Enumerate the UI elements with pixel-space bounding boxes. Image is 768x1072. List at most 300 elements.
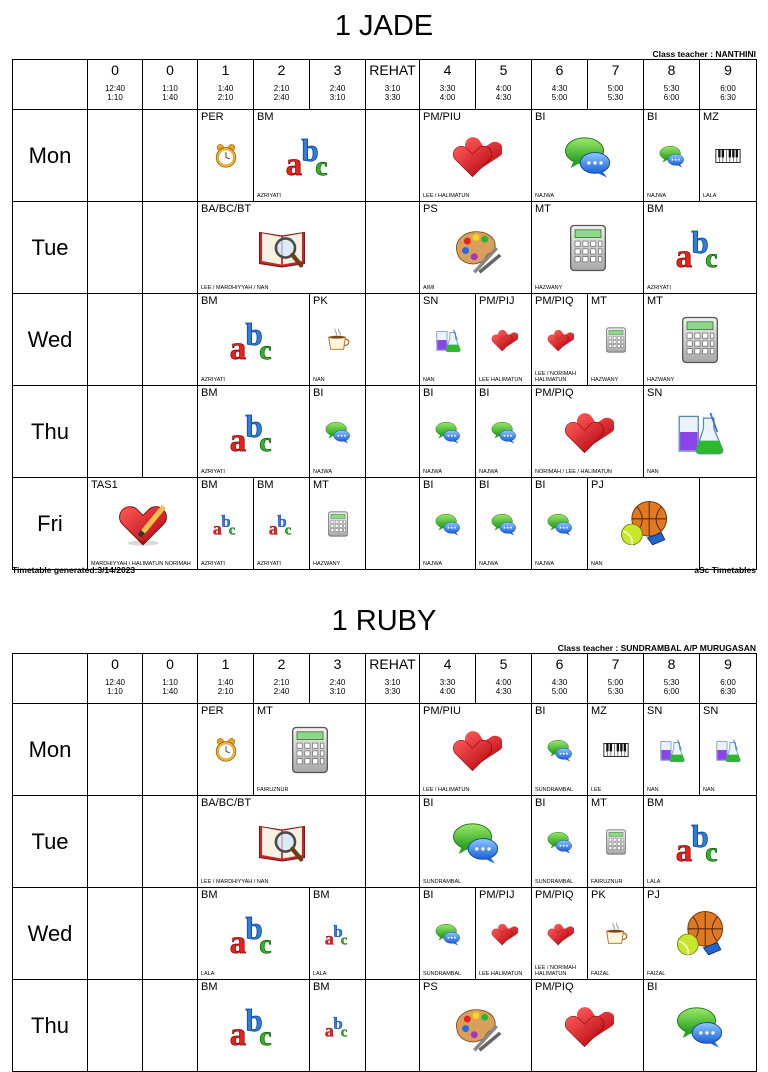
period-end: 4:00: [439, 687, 456, 696]
svg-text:a: a: [212, 517, 222, 538]
period-end: 2:10: [217, 687, 234, 696]
lesson-cell[interactable]: [532, 478, 588, 570]
chat-bubbles-icon: [546, 828, 574, 856]
teacher-name: HAZWANY: [313, 561, 341, 567]
period-end: 1:10: [107, 687, 123, 696]
lesson-cell[interactable]: [310, 980, 366, 1072]
subject-code: BM: [647, 203, 664, 215]
calculator-icon: [602, 326, 630, 354]
lesson-cell[interactable]: [588, 704, 644, 796]
period-header: [254, 654, 310, 704]
lesson-cell[interactable]: [644, 386, 757, 478]
period-start: 3:30: [439, 678, 456, 687]
sports-balls-icon: [674, 908, 726, 960]
day-row: [13, 294, 757, 386]
period-header-row: [13, 60, 757, 110]
lesson-cell[interactable]: [88, 478, 198, 570]
period-header: [420, 60, 476, 110]
subject-code: BM: [647, 797, 664, 809]
teacher-name: NAN: [647, 469, 659, 475]
period-number: 1: [221, 62, 230, 78]
lesson-cell[interactable]: [532, 796, 588, 888]
period-time: [700, 84, 756, 102]
period-header: [198, 60, 254, 110]
svg-text:b: b: [691, 224, 709, 260]
class-teacher: Class teacher : SUNDRAMBAL A/P MURUGASAN: [557, 643, 756, 653]
lesson-cell[interactable]: [420, 294, 476, 386]
day-row: [13, 478, 757, 570]
period-start: 1:40: [217, 678, 234, 687]
period-end: 4:30: [495, 93, 512, 102]
lesson-cell[interactable]: [644, 294, 757, 386]
empty-cell: [143, 888, 198, 980]
lesson-cell[interactable]: [420, 888, 476, 980]
period-time: [532, 678, 587, 696]
period-number: REHAT: [369, 62, 416, 78]
lesson-cell[interactable]: [198, 110, 254, 202]
svg-text:c: c: [258, 425, 272, 457]
lesson-cell[interactable]: [198, 294, 310, 386]
subject-code: BM: [313, 889, 330, 901]
lesson-cell[interactable]: [198, 888, 310, 980]
period-time: [88, 84, 142, 102]
period-end: 5:00: [551, 93, 568, 102]
lesson-cell[interactable]: [588, 478, 700, 570]
day-label: Mon: [13, 110, 88, 202]
subject-code: PJ: [647, 889, 660, 901]
teacher-name: AZRIYATI: [201, 561, 225, 567]
period-number: 9: [724, 656, 732, 672]
chat-bubbles-icon: [546, 510, 574, 538]
teacher-name: NAN: [647, 787, 659, 793]
teacher-name: NAJWA: [423, 561, 443, 567]
class-title: 1 RUBY: [331, 605, 437, 637]
period-header: [700, 60, 757, 110]
subject-code: BM: [201, 981, 218, 993]
teacher-name: FAIRUZNUR: [591, 879, 623, 885]
period-time: [254, 678, 309, 696]
subject-code: BI: [423, 797, 434, 809]
teacher-name: NAJWA: [535, 561, 555, 567]
empty-cell: [700, 478, 757, 570]
empty-cell: [366, 478, 420, 570]
period-number: 9: [724, 62, 732, 78]
period-header: [254, 60, 310, 110]
lesson-cell[interactable]: [644, 980, 757, 1072]
period-end: 5:30: [607, 93, 624, 102]
period-number: 2: [277, 62, 286, 78]
subject-code: PS: [423, 203, 438, 215]
lesson-cell[interactable]: [420, 386, 476, 478]
teacher-name: SUNDRAMBAL: [535, 879, 574, 885]
lesson-cell[interactable]: [420, 202, 532, 294]
calculator-icon: [602, 828, 630, 856]
day-row: [13, 888, 757, 980]
period-end: 3:10: [329, 93, 346, 102]
empty-cell: [88, 796, 143, 888]
teacher-name: LALA: [647, 879, 661, 885]
lesson-cell[interactable]: [476, 294, 532, 386]
period-number: REHAT: [369, 656, 416, 672]
period-time: [366, 84, 419, 102]
period-number: 0: [111, 62, 119, 78]
lesson-cell[interactable]: [198, 478, 254, 570]
abc-icon: [284, 130, 336, 182]
teacher-name: LEE / MARDHIYYAH / NAN: [201, 879, 269, 885]
coffee-cup-icon: [602, 920, 630, 948]
period-header: [700, 654, 757, 704]
subject-code: BI: [647, 981, 658, 993]
period-header: [143, 654, 198, 704]
empty-cell: [143, 294, 198, 386]
calculator-icon: [284, 724, 336, 776]
period-number: 2: [277, 656, 286, 672]
subject-code: BI: [423, 387, 434, 399]
subject-code: SN: [647, 705, 663, 717]
subject-code: BM: [257, 111, 274, 123]
lesson-cell[interactable]: [700, 704, 757, 796]
teacher-name: LALA: [313, 971, 327, 977]
subject-code: PM/PIQ: [535, 889, 574, 901]
teacher-name: NAN: [591, 561, 603, 567]
abc-icon: [674, 222, 726, 274]
subject-code: MT: [591, 295, 607, 307]
lesson-cell[interactable]: [644, 202, 757, 294]
teacher-name: SUNDRAMBAL: [423, 879, 462, 885]
svg-text:c: c: [314, 149, 328, 181]
lesson-cell[interactable]: [588, 294, 644, 386]
period-time: [476, 678, 531, 696]
teacher-name: LEE HALIMATUN: [479, 971, 523, 977]
svg-text:c: c: [340, 931, 347, 948]
lesson-cell[interactable]: [310, 888, 366, 980]
teacher-name: NAJWA: [313, 469, 333, 475]
lesson-cell[interactable]: [420, 478, 476, 570]
subject-code: PK: [591, 889, 606, 901]
lesson-cell[interactable]: [420, 796, 532, 888]
hearts-icon: [562, 406, 614, 458]
period-start: 1:10: [162, 678, 178, 687]
period-header: [476, 654, 532, 704]
period-number: 8: [667, 656, 676, 672]
period-time: [198, 678, 253, 696]
period-number: 4: [443, 62, 452, 78]
svg-text:b: b: [244, 408, 263, 444]
period-header: [588, 654, 644, 704]
period-time: [420, 84, 475, 102]
day-row: [13, 386, 757, 478]
empty-cell: [143, 796, 198, 888]
subject-code: BM: [201, 295, 218, 307]
subject-code: MZ: [591, 705, 607, 717]
lesson-cell[interactable]: [644, 888, 757, 980]
lesson-cell[interactable]: [532, 110, 644, 202]
period-time: [198, 84, 253, 102]
svg-text:a: a: [324, 1019, 334, 1040]
period-header: [143, 60, 198, 110]
subject-code: PJ: [591, 479, 604, 491]
period-start: 4:30: [551, 84, 568, 93]
corner-cell: [13, 654, 88, 704]
subject-code: PER: [201, 111, 224, 123]
hearts-icon: [490, 920, 518, 948]
period-time: [644, 678, 699, 696]
period-time: [143, 84, 197, 102]
hearts-icon: [546, 920, 574, 948]
science-beakers-icon: [434, 326, 462, 354]
period-number: 6: [555, 62, 564, 78]
teacher-name: NAN: [423, 377, 435, 383]
lesson-cell[interactable]: [588, 796, 644, 888]
subject-code: PK: [313, 295, 328, 307]
day-label: Thu: [13, 386, 88, 478]
period-start: 2:40: [329, 678, 346, 687]
timetable-grid: [12, 653, 757, 1072]
period-start: 2:10: [273, 678, 290, 687]
period-time: [588, 84, 643, 102]
hearts-icon: [450, 130, 502, 182]
lesson-cell[interactable]: [310, 478, 366, 570]
empty-cell: [88, 980, 143, 1072]
timetable-grid: [12, 59, 757, 570]
lesson-cell[interactable]: [644, 704, 700, 796]
abc-icon: [674, 816, 726, 868]
subject-code: MT: [647, 295, 663, 307]
period-start: 5:30: [663, 84, 680, 93]
svg-text:b: b: [332, 1013, 343, 1033]
lesson-cell[interactable]: [198, 386, 310, 478]
period-start: 3:10: [384, 84, 401, 93]
svg-text:b: b: [276, 511, 287, 531]
paint-palette-icon: [450, 222, 502, 274]
lesson-cell[interactable]: [476, 386, 532, 478]
empty-cell: [366, 796, 420, 888]
period-end: 6:00: [663, 687, 680, 696]
class-title: 1 JADE: [334, 10, 434, 42]
svg-text:b: b: [220, 511, 231, 531]
piano-keys-icon: [714, 142, 742, 170]
period-start: 4:30: [551, 678, 568, 687]
subject-code: MT: [591, 797, 607, 809]
subject-code: BI: [535, 111, 546, 123]
subject-code: PM/PIQ: [535, 295, 574, 307]
day-label: Tue: [13, 202, 88, 294]
lesson-cell[interactable]: [420, 980, 532, 1072]
lesson-cell[interactable]: [254, 110, 366, 202]
book-magnifier-icon: [256, 222, 308, 274]
period-header: [644, 654, 700, 704]
period-number: 7: [611, 656, 620, 672]
subject-code: MT: [257, 705, 273, 717]
svg-text:a: a: [324, 927, 334, 948]
period-header: [198, 654, 254, 704]
lesson-cell[interactable]: [198, 202, 366, 294]
period-end: 1:40: [162, 687, 178, 696]
period-header-row: [13, 654, 757, 704]
teacher-name: LEE / HALIMATUN: [423, 787, 470, 793]
svg-text:c: c: [258, 1019, 272, 1051]
piano-keys-icon: [602, 736, 630, 764]
period-start: 2:40: [329, 84, 346, 93]
subject-code: SN: [703, 705, 719, 717]
calculator-icon: [562, 222, 614, 274]
science-beakers-icon: [674, 406, 726, 458]
lesson-cell[interactable]: [476, 478, 532, 570]
empty-cell: [143, 980, 198, 1072]
teacher-name: SUNDRAMBAL: [535, 787, 574, 793]
empty-cell: [88, 888, 143, 980]
lesson-cell[interactable]: [420, 704, 532, 796]
period-end: 4:30: [495, 687, 512, 696]
empty-cell: [366, 202, 420, 294]
lesson-cell[interactable]: [588, 888, 644, 980]
period-number: 0: [166, 62, 174, 78]
alarm-clock-icon: [212, 736, 240, 764]
period-header: [88, 654, 143, 704]
subject-code: PM/PIQ: [535, 981, 574, 993]
svg-text:a: a: [268, 517, 278, 538]
lesson-cell[interactable]: [254, 704, 366, 796]
teacher-name: HAZWANY: [647, 377, 675, 383]
subject-code: BM: [201, 387, 218, 399]
svg-text:b: b: [244, 1002, 263, 1038]
teacher-name: LEE / NORIMAH HALIMATUN: [535, 371, 576, 383]
empty-cell: [143, 386, 198, 478]
lesson-cell[interactable]: [532, 704, 588, 796]
lesson-cell[interactable]: [532, 386, 644, 478]
lesson-cell[interactable]: [532, 294, 588, 386]
lesson-cell[interactable]: [532, 202, 644, 294]
abc-icon: [228, 314, 280, 366]
svg-text:a: a: [285, 146, 302, 182]
period-time: [366, 678, 419, 696]
period-start: 5:00: [607, 84, 624, 93]
period-start: 6:00: [720, 84, 736, 93]
lesson-cell[interactable]: [532, 980, 644, 1072]
day-row: [13, 796, 757, 888]
hearts-icon: [546, 326, 574, 354]
day-label: Tue: [13, 796, 88, 888]
subject-code: BI: [313, 387, 324, 399]
svg-text:a: a: [675, 832, 693, 868]
calculator-icon: [674, 314, 726, 366]
lesson-cell[interactable]: [532, 888, 588, 980]
period-number: 0: [166, 656, 174, 672]
period-time: [476, 84, 531, 102]
subject-code: BI: [423, 479, 434, 491]
empty-cell: [366, 888, 420, 980]
lesson-cell[interactable]: [310, 294, 366, 386]
subject-code: BM: [257, 479, 274, 491]
abc-icon: [228, 1000, 280, 1052]
svg-text:c: c: [284, 521, 291, 538]
subject-code: TAS1: [91, 479, 118, 491]
period-time: [420, 678, 475, 696]
teacher-name: AZRIYATI: [257, 561, 281, 567]
lesson-cell[interactable]: [700, 110, 757, 202]
period-start: 5:00: [607, 678, 624, 687]
svg-text:a: a: [229, 924, 246, 960]
abc-icon: [228, 908, 280, 960]
subject-code: PM/PIQ: [535, 387, 574, 399]
subject-code: BM: [201, 889, 218, 901]
svg-text:b: b: [332, 921, 343, 941]
period-end: 6:00: [663, 93, 680, 102]
empty-cell: [143, 110, 198, 202]
day-label: Fri: [13, 478, 88, 570]
period-header: [532, 654, 588, 704]
chat-bubbles-icon: [490, 418, 518, 446]
lesson-cell[interactable]: [254, 478, 310, 570]
period-header: [644, 60, 700, 110]
empty-cell: [88, 386, 143, 478]
period-end: 6:30: [720, 687, 736, 696]
teacher-name: MARDHIYYAH / HALIMATUN NORIMAH: [91, 561, 191, 567]
subject-code: BI: [535, 705, 546, 717]
svg-text:a: a: [675, 238, 693, 274]
lesson-cell[interactable]: [198, 796, 366, 888]
period-start: 12:40: [104, 678, 126, 687]
lesson-cell[interactable]: [310, 386, 366, 478]
empty-cell: [366, 110, 420, 202]
period-start: 3:10: [384, 678, 401, 687]
book-magnifier-icon: [256, 816, 308, 868]
abc-icon: [324, 920, 352, 948]
subject-code: PM/PIU: [423, 705, 461, 717]
teacher-name: FAIZAL: [591, 971, 610, 977]
empty-cell: [143, 202, 198, 294]
abc-icon: [212, 510, 240, 538]
subject-code: PM/PIU: [423, 111, 461, 123]
period-end: 4:00: [439, 93, 456, 102]
teacher-name: NORIMAH / LEE / HALIMATUN: [535, 469, 612, 475]
lesson-cell[interactable]: [476, 888, 532, 980]
lesson-cell[interactable]: [198, 704, 254, 796]
subject-code: BI: [535, 479, 546, 491]
lesson-cell[interactable]: [420, 110, 532, 202]
chat-bubbles-icon: [324, 418, 352, 446]
lesson-cell[interactable]: [198, 980, 310, 1072]
hearts-icon: [450, 724, 502, 776]
period-header: [88, 60, 143, 110]
svg-text:c: c: [258, 333, 272, 365]
period-end: 2:40: [273, 687, 290, 696]
period-header: [532, 60, 588, 110]
teacher-name: AZRIYATI: [647, 285, 671, 291]
period-number: 6: [555, 656, 564, 672]
chat-bubbles-icon: [674, 1000, 726, 1052]
period-end: 1:40: [162, 93, 178, 102]
period-time: [310, 678, 365, 696]
teacher-name: LEE / NORIMAH HALIMATUN: [535, 965, 576, 977]
period-start: 3:30: [439, 84, 456, 93]
lesson-cell[interactable]: [644, 110, 700, 202]
lesson-cell[interactable]: [644, 796, 757, 888]
period-end: 3:10: [329, 687, 346, 696]
subject-code: SN: [647, 387, 663, 399]
empty-cell: [366, 980, 420, 1072]
period-header: [476, 60, 532, 110]
subject-code: BI: [479, 387, 490, 399]
subject-code: PS: [423, 981, 438, 993]
svg-text:c: c: [228, 521, 235, 538]
day-label: Wed: [13, 294, 88, 386]
teacher-name: SUNDRAMBAL: [423, 971, 462, 977]
empty-cell: [88, 110, 143, 202]
period-number: 8: [667, 62, 676, 78]
hearts-icon: [562, 1000, 614, 1052]
subject-code: BI: [535, 797, 546, 809]
